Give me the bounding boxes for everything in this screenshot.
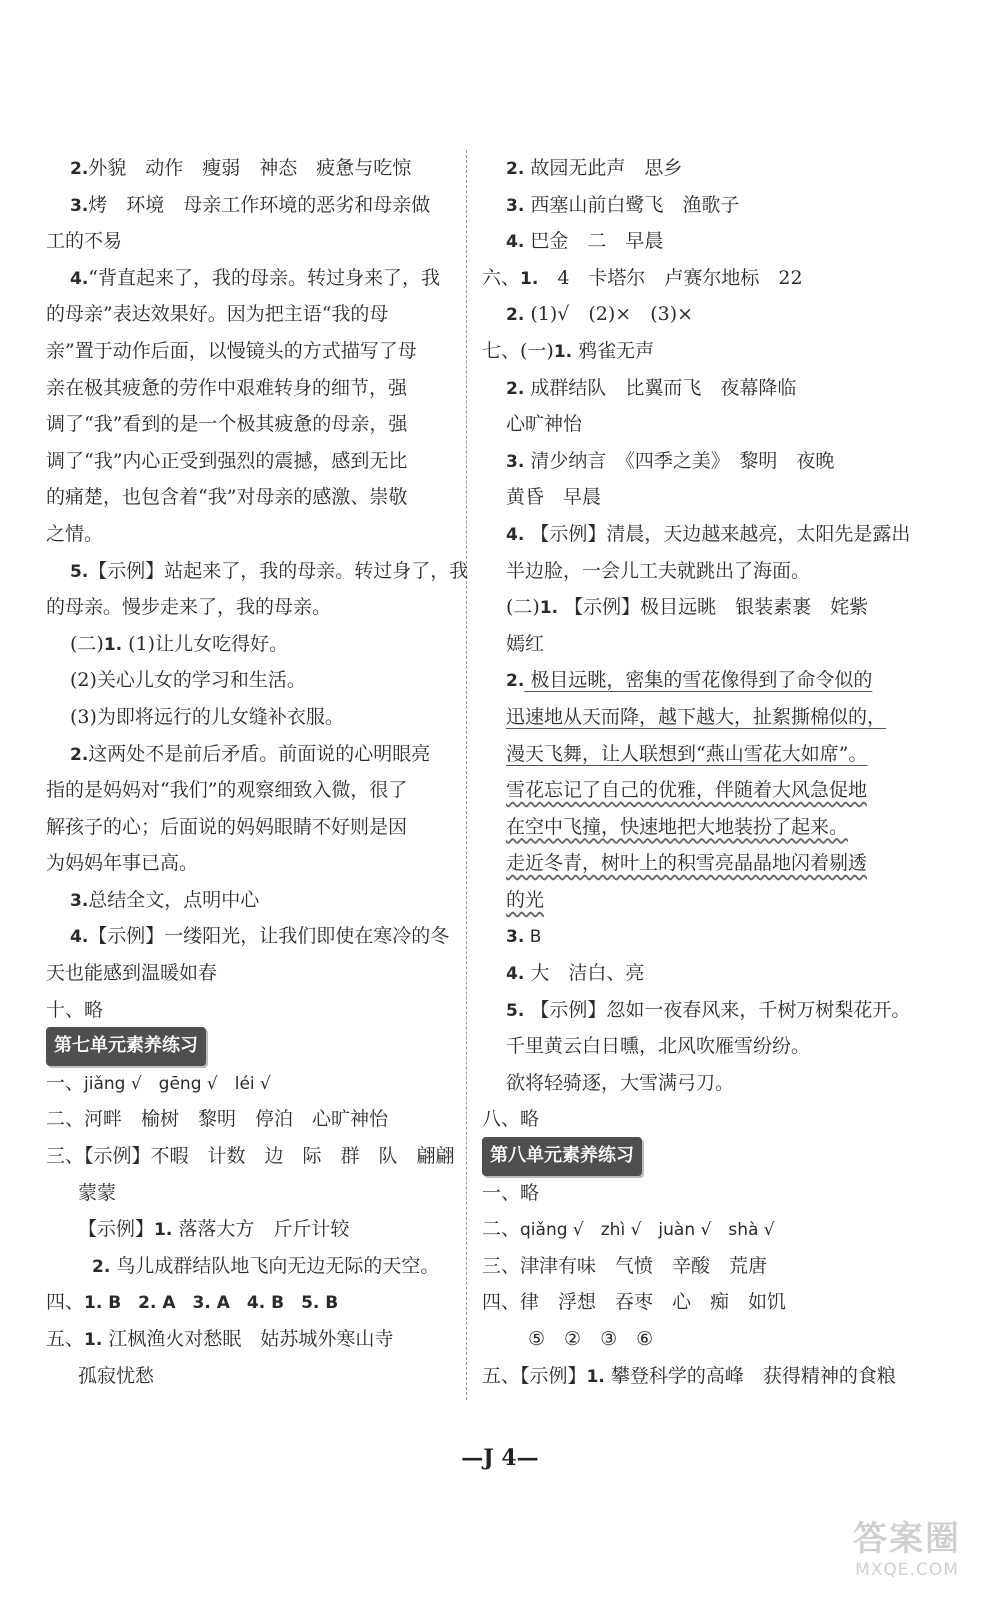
site-watermark	[832, 1511, 982, 1586]
unit-7-banner: 第七单元素养练习	[46, 1027, 206, 1066]
answer-line: 的母亲”表达效果好。因为把主语“我的母	[46, 303, 389, 326]
answer-line: 4.“背直起来了，我的母亲。转过身来了，我	[70, 266, 441, 289]
answer-line: (2)关心儿女的学习和生活。	[70, 669, 306, 692]
answer-line: 的母亲。慢步走来了，我的母亲。	[46, 596, 332, 619]
answer-line: 4. 大 洁白、亮	[506, 962, 645, 985]
answer-line: 十、略	[46, 998, 104, 1021]
answer-line: 5. 【示例】忽如一夜春风来，千树万树梨花开。	[506, 998, 911, 1021]
answer-line: 七、(一)1. 鸦雀无声	[482, 339, 655, 362]
answer-line: (3)为即将远行的儿女缝补衣服。	[70, 705, 344, 728]
answer-line: 3.总结全文，点明中心	[70, 888, 260, 911]
answer-line: 调了“我”看到的是一个极其疲惫的母亲，强	[46, 413, 408, 436]
answer-line: 六、1. 4 卡塔尔 卢赛尔地标 22	[482, 266, 803, 289]
answer-line: 半边脸，一会儿工夫就跳出了海面。	[506, 559, 811, 582]
answer-line: 【示例】1. 落落大方 斤斤计较	[78, 1218, 350, 1241]
answer-line: (二)1. 【示例】极目远眺 银装素裹 姹紫	[506, 596, 869, 619]
answer-line: 2.外貌 动作 瘦弱 神态 疲惫与吃惊	[70, 157, 412, 179]
answer-line: 调了“我”内心正受到强烈的震撼，感到无比	[46, 449, 408, 472]
answer-line: 五、1. 江枫渔火对愁眠 姑苏城外寒山寺	[46, 1328, 394, 1350]
answer-line: 心旷神怡	[506, 413, 583, 436]
watermark-url: MXQE.COM	[855, 1560, 959, 1580]
answer-line: 3. B	[506, 927, 542, 948]
answer-line: 2. (1)√ (2)× (3)×	[506, 303, 694, 326]
answer-line: 嫣红	[506, 632, 545, 655]
answer-line: 孤寂忧愁	[78, 1364, 155, 1387]
answer-line: 蒙蒙	[78, 1181, 117, 1204]
answer-line: (二)1. (1)让儿女吃得好。	[70, 632, 289, 655]
column-divider	[466, 150, 467, 1400]
answer-line: 2. 鸟儿成群结队地飞向无边无际的天空。	[92, 1254, 440, 1277]
answer-line: 2. 成群结队 比翼而飞 夜幕降临	[506, 376, 797, 399]
answer-line: 3. 清少纳言 《四季之美》 黎明 夜晚	[506, 449, 835, 472]
answer-line: 千里黄云白日曛，北风吹雁雪纷纷。	[506, 1035, 811, 1058]
answer-line: 之情。	[46, 522, 104, 545]
answer-line: 三、【示例】不暇 计数 边 际 群 队 翩翩	[46, 1145, 455, 1168]
answer-line: 4.【示例】一缕阳光，让我们即使在寒冷的冬	[70, 925, 450, 948]
answer-line: 工的不易	[46, 230, 123, 253]
answer-line: 亲”置于动作后面，以慢镜头的方式描写了母	[46, 339, 417, 362]
answer-line: 一、jiǎng √ gēng √ léi √	[46, 1071, 271, 1094]
answer-line: 2. 故园无此声 思乡	[506, 157, 683, 179]
answer-line: 一、略	[482, 1181, 540, 1204]
answer-line: 2.这两处不是前后矛盾。前面说的心明眼亮	[70, 742, 431, 765]
answer-line: 二、河畔 榆树 黎明 停泊 心旷神怡	[46, 1108, 389, 1131]
answer-line: 漫天飞舞，让人联想到“燕山雪花大如席”。	[506, 742, 868, 765]
answer-line: 的光	[506, 888, 545, 911]
answer-line: 3.烤 环境 母亲工作环境的恶劣和母亲做	[70, 193, 431, 216]
answer-line: 走近冬青，树叶上的积雪亮晶晶地闪着剔透	[506, 852, 868, 875]
answer-line: 四、1. B 2. A 3. A 4. B 5. B	[46, 1291, 339, 1314]
answer-line: 为妈妈年事已高。	[46, 852, 199, 875]
answer-line: 解孩子的心；后面说的妈妈眼睛不好则是因	[46, 815, 408, 838]
answer-line: 5.【示例】站起来了，我的母亲。转过身了，我	[70, 559, 469, 582]
answer-line: 4. 【示例】清晨，天边越来越亮，太阳先是露出	[506, 522, 911, 545]
left-column	[46, 150, 469, 1394]
answer-line: 天也能感到温暖如春	[46, 962, 218, 985]
answer-line: 2. 极目远眺，密集的雪花像得到了命令似的	[506, 669, 873, 692]
answer-line: 八、略	[482, 1108, 540, 1131]
page-number: —J 4—	[461, 1445, 539, 1471]
answer-line: 雪花忘记了自己的优雅，伴随着大风急促地	[506, 779, 868, 802]
answer-line: 指的是妈妈对“我们”的观察细致入微，很了	[46, 779, 408, 802]
answer-line: 欲将轻骑逐，大雪满弓刀。	[506, 1071, 735, 1094]
answer-line: 4. 巴金 二 早晨	[506, 230, 664, 253]
right-column	[482, 150, 911, 1394]
answer-line: 黄昏 早晨	[506, 486, 602, 509]
unit-8-banner: 第八单元素养练习	[482, 1137, 642, 1176]
answer-line: 二、qiǎng √ zhì √ juàn √ shà √	[482, 1218, 775, 1241]
answer-line: 的痛楚，也包含着“我”对母亲的感激、崇敬	[46, 486, 408, 509]
answer-line: 亲在极其疲惫的劳作中艰难转身的细节，强	[46, 376, 408, 399]
section-banner-row	[482, 1138, 902, 1175]
answer-line: 迅速地从天而降，越下越大，扯絮撕棉似的，	[506, 705, 887, 728]
answer-line: 在空中飞撞，快速地把大地装扮了起来。	[506, 815, 849, 838]
answer-line: 三、津津有味 气愤 辛酸 荒唐	[482, 1254, 768, 1277]
watermark-logo-text: 答案圈	[853, 1519, 961, 1559]
answer-line: 五、【示例】1. 攀登科学的高峰 获得精神的食粮	[482, 1364, 896, 1387]
answer-line: ⑤ ② ③ ⑥	[528, 1328, 654, 1350]
answer-line: 四、律 浮想 吞枣 心 痴 如饥	[482, 1291, 787, 1314]
answer-line: 3. 西塞山前白鹭飞 渔歌子	[506, 193, 740, 216]
section-banner-row	[46, 1028, 458, 1065]
